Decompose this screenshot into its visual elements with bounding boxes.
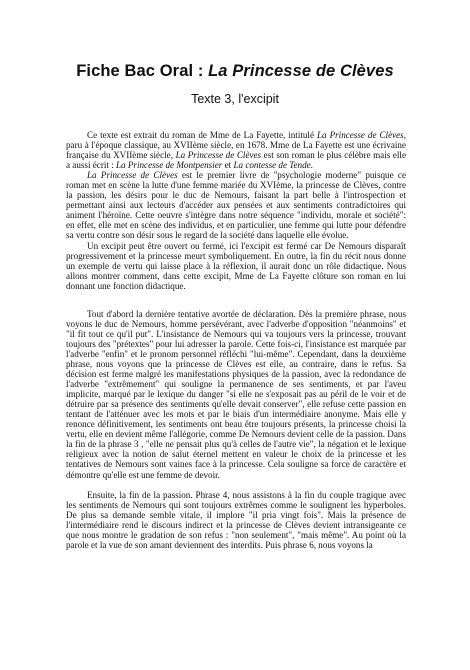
paragraph-context: La Princesse de Clèves est le premier livre de "psychologie moderne" puisque ce roman met en scène la lutte d'une femme mariée du XVIème, la princesse de Clèves, contre la passion, les désirs pour le duc de Nemours, faisant la part belle à l'introspection et permettant ainsi aux lecteurs d'accéder aux pensées et aux sentiments contradictoires qui animent l'héroïne. Cette oeuvre s'intègre dans notre séquence "individu, morale et société": en effet, elle met en scène des individus, et en particulier, une femme qui lutte pour défendre sa vertu contre son désir sous le regard de la société dans laquelle elle évolue. [66,170,406,241]
paragraph-part-2: Ensuite, la fin de la passion. Phrase 4, nous assistons à la fin du couple tragique avec les sentiments de Nemours qui sont toujours extrêmes comme le soulignent les hyperboles. De plus sa demande semble vitale, il implore "il pria vingt fois". Mais la présence de l'intermédiaire rend le discours indirect et la princesse de Clèves devient intransigeante ce que nous montre le gradation de son refus : "non seulement", "mais même". Au point où la parole et la vue de son amant deviennent des interdits. Puis phrase 6, nous voyons la [66,489,406,550]
paragraph-intro: Ce texte est extrait du roman de Mme de La Fayette, intitulé La Princesse de Clèves, paru à l'époque classique, au XVIIème siècle, en 1678. Mme de La Fayette est une écrivaine française du XVIIème siècle, La Princesse de Clèves est son roman le plus célèbre mais elle a aussi écrit : La Princesse de Montpensier et La contesse de Tende. [66,130,406,171]
paragraph-part-1: Tout d'abord la dernière tentative avortée de déclaration. Dès la première phrase, nous voyons le duc de Nemours, homme persévérant, avec l'adverbe d'opposition "néanmoins" et "il fit tout ce qu'il put". L'insistance de Nemours qui va toujours vers la princesse, trouvant toujours des "prétextes" pour lui adresser la parole. Cette fois-ci, l'insistance est marquée par l'adverbe "enfin" et le pronom personnel réfléchi "lui-même". Cependant, dans la deuxième phrase, nous voyons que la princesse de Clèves est elle, au contraire, dans le refus. Sa décision est ferme malgré les manifestations physiques de la passion, avec la redondance de l'adverbe "extrêmement" qui souligne la permanence de ses sentiments, et par l'aveu implicite, marqué par le lexique du danger "si elle ne s'exposait pas au péril de le voir et de détruire par sa présence des sentiments qu'elle devait conserver", elle refuse cette passion en tentant de l'atténuer avec les mots et par le biais d'un intermédiaire anonyme. Mais elle y renonce définitivement, les sentiments ont beau être toujours présents, la princesse choisi la vertu, elle en devient même l'allégorie, comme De Nemours devient celle de la passion. Dans la fin de la phrase 3 , "elle ne pensait plus qu'à celles de l'autre vie", la négation et le lexique religieux avec la notion de salut éternel mettent en valeur le choix de la princesse et les tentatives de Nemours sont vaines face à la princesse. Cela souligne sa force de caractère et démontre qu'elle est une femme de devoir. [66,308,406,480]
title-prefix: Fiche Bac Oral : [76,62,209,80]
paragraph-problematique: Un excipit peut être ouvert ou fermé, ici l'excipit est fermé car De Nemours disparaît progressivement et la princesse meurt symboliquement. En outre, la fin du récit nous donne un exemple de vertu qui laisse place à la réflexion, il aurait donc un rôle didactique. Nous allons montrer comment, dans cette excipit, Mme de La Fayette clôture son roman en lui donnant une fonction didactique. [66,240,406,291]
document-subtitle: Texte 3, l'excipit [191,92,279,106]
document-title [0,62,470,81]
document-body [66,130,406,550]
title-work: La Princesse de Clèves [208,62,394,80]
